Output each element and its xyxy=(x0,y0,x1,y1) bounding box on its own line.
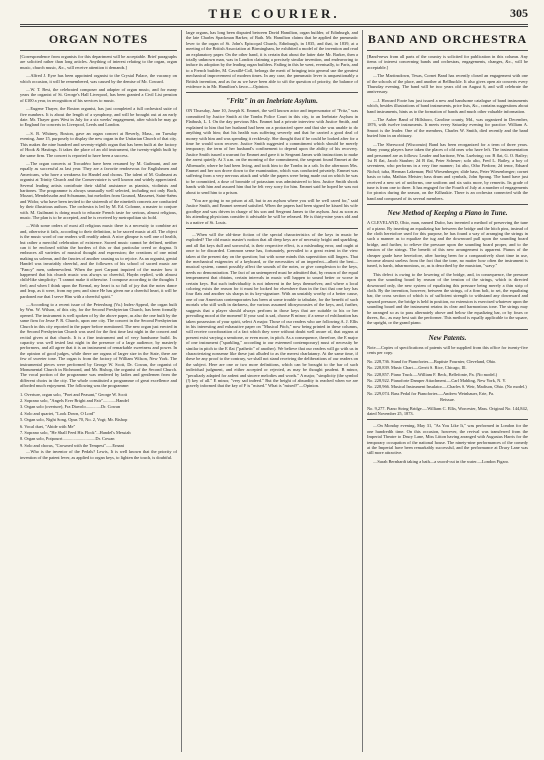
patents-note: Note.—Copies of specifications of patents will be supplied from this office for twenty-five cents per copy. xyxy=(367,344,528,356)
column-middle xyxy=(186,30,358,754)
programme-item: 4. Solo and quartet, "Look Down, O Lord" xyxy=(20,410,96,416)
programme-item: 6. Vocal duet, "Abide with Me" xyxy=(20,423,76,429)
band-orchestra-heading: BAND AND ORCHESTRA xyxy=(367,32,528,46)
piano-tune-title: New Method of Keeping a Piano in Tune. xyxy=(387,209,508,218)
organ-note: ....According to a recent issue of the Petersburg (Va.) Index-Appeal, the organ built by Wm. W. Wilson, of this city, for the Second Presbyterian Church, has been formally opened. The instrument is well spoken of by the above paper, as also the one built by the same firm for Jesse P. R. Church, upon one city. The concert in the Second Presbyterian Church in this city reported in the paper before mentioned. The new organ just erected in the Second Presbyterian Church was used for the first time last night in the concert and recital given at that church. It is a fine instrument and of very handsome build. Its capacity was well tested last night in the presence of a large audience, by masterly performers, and all agree that it is an instrument of remarkable sweetness and power. In the opinion of good judges, while there are organs of larger size in the State, there are few of sweeter tone. The organ is from the factory of William Wilson, New York. The instrumental pieces were performed by George W. Scott, Dr. Cowan, the organist of Monumental Church in Richmond, and Mr. Bishop, the organist of the Second Church. The vocal portion of the programme was rendered by ladies and gentlemen from the different choirs in the city. The whole constituted a programme of great excellence and afforded much enjoyment. The following was the programme: xyxy=(20,302,177,389)
reissue-item: No. 9,277. Piano String Bridge.—William C. Ellis, Worcester, Mass. Original No. 144,842, dated November 25, 1873. xyxy=(367,405,528,416)
column-band-orchestra xyxy=(367,30,528,754)
reissue-label: Reissue. xyxy=(440,397,455,403)
patent-list xyxy=(367,359,528,396)
section-rule xyxy=(367,419,528,420)
patent-item: No. 229,074. Bass Pedal for Pianofortes.—Andrew Weinhauer, Erie, Pa. xyxy=(367,390,495,396)
closing-note: ....Sarah Bernhardt taking a bath—a sword-cut in the water.—London Figaro. xyxy=(373,458,510,464)
closing-note: ....On Monday evening, May 31, "As You Like It," was performed in London for the one hundredth time. On this occasion, however, the revival was transferred from the Imperial Theatre to Drury Lane, Miss Litton having arranged with Augustus Harris for the temporary occupation of the national house. The ninety-nine performances of the comedy at the Imperial have been remarkably successful, and the performance at Drury Lane was still more attractive. xyxy=(367,423,528,456)
masthead-rule xyxy=(20,24,528,25)
patent-item: No. 228,966. Musical Instrument Insulator.—Charles S. Weir, Madison, Ohio. (No model.) xyxy=(367,384,527,390)
organ-note: ....W. T. Best, the celebrated composer and adapter of organ music, and for many years the organist of St. George's Hall Liverpool, has been granted a Civil List pension of £100 a year, in recognition of his services to music. xyxy=(20,87,177,103)
patent-item: No. 228,736. Stand for Pianofortes.—Baptiste Fournier, Cleveland, Ohio. xyxy=(367,358,497,364)
organ-note: ....With some orders of most all religious music there is a necessity to combine art and, otherwise it fails, according to their definition, to be sacred music at all. The object is the music word of our readers will readily admit. A nice glimpse is well one of health, but rather a merciful celebration of existence. Sacred music cannot be defined, neither can it be enclosed within the borders of this or that particular creed or dogma. It embraces all varieties of musical thought and expression; the creations of one mind making us solemn, and the fancies of another causing us to rejoice. As an organist, genial Handel was invariably cheerful, and the followers of his school of sacred music are "Fancy" men, unbenevolent. When the poet Carpani inquired of the master how it happened that his church music was always so cheerful, Haydn replied, with almost child-like simplicity: "I cannot make it otherwise. I compose according to the thoughts I feel; and when I think upon the Eternal, my heart is so full of joy that the notes dance and leap, as it were, from my pen; and since He has given me a cheerful heart, it will be pardoned me that I serve Him with a cheerful spirit." xyxy=(20,223,177,299)
organ-note: ....Who is the inventor of the Pedals? Lewis, It is well known that the priority of invention of the patent lever, as applied to organ keys, to lighten the touch, is doubtful. xyxy=(20,449,177,460)
heading-rule xyxy=(20,50,177,51)
piano-tune-paragraph: A CLEVELAND, Ohio, man, named Dufor, has invented a method of preserving the tune of a piano. By inserting an equalizing bar between the bridge and the hitch pins, instead of the cloth heretofore used for this purpose, he has found a way of arranging the strings in such a manner as to equalize the tug and the downward pull upon the sounding board bridge, and further, to relieve the pressure upon the sounding board proper, and to the tension of the strings. The benefit of this new arrangement is apparent. Pianos of the cheaper grade have heretofore, after having been for a comparatively short time in use, become almost useless from the fact that the tone, no matter how often the instrument is tuned, is harsh, inharmonious, or, as is described by the musician, "wavy." xyxy=(367,220,528,269)
programme-item: 3. Organ solo (overture), Fra Diavolo..............Dr. Cowan xyxy=(20,404,121,410)
organ-note: ....S. B. Whitney, Boston, gave an organ concert at Beverly, Mass., on Tuesday evening, June 15, purposely to display the new organ in the Unitarian Church of that city. This makes the nine hundred and seventy-eighth organ that has been built at the factory of Hook & Hastings. It takes the place of an old instrument, the twenty-eighth built by the same firm. The concert is reported to have been a success. xyxy=(20,130,177,158)
organ-notes-intro: [Correspondence from organists for this department will be acceptable. Brief paragraphs are solicited rather than long articles. Anything of interest relating to the organ, organ music, church music, &c., will receive attention it demands.] xyxy=(20,54,177,70)
band-note: ....The Sherwood (Wisconsin) Band has been reorganized for a term of three years. Many young players have taken the places of old ones who have left. The instrumentation and personnel are as follows: Leader and baritone, Wm. Luehring; cor. B flat, G. O. Bailey; 1st B flat, Jacob Stauber; 2d B flat, Peter Scheuer; solo alto, Fred L. Bailey, a boy of seventeen, who performs in a very fine manner; 1st alto, Otho Fiedorn; 2d tenor, Eduard Nichol; tuba, Herman Lakeman; Phil Wiesenberger; slide bass, Peter Wiesenberger; cornet basis or tuba, Mathias Meister; bass drum and cymbals, John Sprang. The band have just received a new set of uniforms, one uniform and six suits more, by remerits. Its grade of tune is from one to three. It has engaged for the Fourth of July at a number of engagements for picnics during the season, on the Kilhaskie. There is an orchestra connected with the band and composed of its several members. xyxy=(367,141,528,201)
programme-item: 2. Soprano solo, "Angels Ever Bright and Fair"............Handel xyxy=(20,397,129,403)
publication-title: THE COURIER. xyxy=(208,6,340,21)
masthead xyxy=(20,6,528,22)
fritz-story-paragraph: "You are going to no prison at all, but to an asylum where you will be well cared for," said Justice Smith, and Emmet seemed satisfied. When the papers had been signed he kissed his wife goodbye and was driven in charge of his son and Sergeant James to the asylum. Just as soon as his attending physicians consider it advisable he will be released. He is thirty-nine years old and is a native of St. Louis. xyxy=(186,197,358,225)
continued-paragraph: large organs, has long been disputed between David Hamilton, organ builder, of Edinburgh, and the late Charles Spackman Barker, of Bath. Mr. Hamilton claims that he applied the pneumatic lever to the organ of St. John's Episcopal Church, Edinburgh, in 1835, and that, in 1839, at a meeting of the British Association at Birmingham, he exhibited a model of the invention and read an explanatory paper. On the other hand, it is certain that about the latter date Mr. Barker, then a totally unknown man, was in London claiming a precisely similar invention, and endeavoring to induce its adoption by the leading organ builders. Failing in this he went, eventually, to Paris, and to a French builder, M. Cavaillé-Coll, belongs the merit of bringing into general use the greatest mechanical improvement of modern times. In any case, the pneumatic lever is unquestionably a British invention, and as far as we have been able to sift the question of priority, the balance of evidence is in Mr. Hamilton's favor.—Opinion. xyxy=(186,30,358,90)
band-note: ....J. Howard Foote has just issued a new and handsome catalogue of band instruments which, besides illustrations of band instruments, price lists, &c., contains suggestions about band instruments, hints as to the formation of bands and much other valuable information. xyxy=(367,97,528,114)
patent-item: No. 228,839. Music Chart.—Gerrit S. Rice, Chicago, Ill. xyxy=(367,365,467,371)
band-note: ....The Auber Band of Hillsboro, Caroline county, Md., was organized in December, 1876, with twelve instruments. It meets every Saturday evening for practice. William A. Smoot is the leader. One of the members, Charles W. Smith, died recently and the band buried him in an obituary. xyxy=(367,117,528,139)
piano-tune-paragraph: This defect is owing to the lowering of the bridge, and, in consequence, the pressure upon the sounding board by reason of the tension of the strings, which is directed downward only, the new system of equalizing this pressure being merely a thin strip of cloth. By the invention, however, between the strings, of a firm bolt, to set, the equalizing bar, the cross section of which is of sufficient strength to withstand any downward and upward pressure, the bridge is held in position, no extension is exercised whatever upon the sounding board and the instrument retains its clear and harmonious tone. The strings may be arranged so as to pass alternately above and below the equalizing bar, or by fours or threes, &c., as may best suit the performer. This method is equally applicable to the square, the upright, or the grand piano. xyxy=(367,271,528,326)
patent-item: No. 228,857. Piano Truck.—William F. Beck, Bellefonte, Pa. (No model.) xyxy=(367,371,498,377)
concert-programme xyxy=(20,392,177,449)
patent-item: No. 228,922. Pianoforte Damper Attachment.—Carl Mahling, New York, N. Y. xyxy=(367,377,507,383)
organ-note: ....Eugene Thayer, the Boston organist, has just completed a full orchestral suite of five numbers. It is about the length of a symphony, and will be brought out at an early date. Mr. Thayer goes West in July for a six weeks' engagement, after which he may go to England for concerts in Liverpool, Leeds and London. xyxy=(20,106,177,128)
organ-note: ....The organ concerts at Trocadéro have been resumed by M. Guilmant, and are equally as successful as last year. They are a favorite rendezvous for Englishmen and Americans, who have a weakness for Handel and chorus. The talent of M. Guilmant as organist at Trinity Church and the Conservatoire is well known and widely appreciated. Several leading artists contribute their skilful assistance as pianists, violinists and baritones. The programme is always unusually well selected, including not only Bach, Mozart, Mendelssohn and Schumann, but melodies from Gounod, Massenet, Saint-Saëns and Widor, who have been invited to the sixteenth of the ninetieth concerts are conducted by their illustrious authors. The orchestra is led by M. Ed. Colonne, a master to conjure with. M. Guilmant is doing much to educate French taste for serious, almost religious, music. The plan is to be accepted, and he is received by metropolitan sic bold. xyxy=(20,160,177,220)
section-rule xyxy=(186,228,358,229)
column-organ-notes xyxy=(20,30,177,754)
programme-item: 5. Organ solo, Night Song, Opus 70, No. 2, Vogt; Mr. Bishop xyxy=(20,417,128,423)
organ-notes-heading: ORGAN NOTES xyxy=(48,32,149,46)
section-rule xyxy=(367,204,528,205)
programme-item: 7. Soprano solo, "He Shall Feed His Flock"...Handel's Messiah xyxy=(20,430,131,435)
new-patents-title: New Patents. xyxy=(428,333,467,342)
band-intro: [Band-news from all parts of the country is solicited for publication in this column. Any items of interest concerning bands and orchestras, engagements, changes, &c., will be acceptable.] xyxy=(367,54,528,70)
organ-note: ....Alfred J. Eyre has been appointed organist to the Crystal Palace, the vacancy on which occasion, it will be remembered, was caused by the demise of Mr. Coward. xyxy=(20,73,177,84)
section-rule xyxy=(367,329,528,330)
column-divider-2 xyxy=(362,30,363,752)
section-rule xyxy=(186,92,358,93)
heading-rule xyxy=(367,50,528,51)
fritz-story-title: "Fritz" in an Inebriate Asylum. xyxy=(226,97,318,106)
column-divider-1 xyxy=(181,30,182,752)
band-note: ....The Martinsdown, Texas, Cornet Band has recently closed an engagement with one of the schools of the place, and another at Bellbuckle. It also gives open air concerts every Thursday evening. The band will be two years old on August 6, and will celebrate the anniversary. xyxy=(367,73,528,95)
programme-item: 1. Overture, organ solo, "Poet and Peasant," George W. Scott xyxy=(20,391,128,397)
page-number: 305 xyxy=(510,6,528,20)
keys-article-paragraph: ....When will the old-time fiction of the special characteristics of the keys in music be exploded? The old music master's notion that all deep keys are of necessity bright and sparkling, and all flat keys dull and sorrowful, is their respective effect, is a misleading error, and ought at once to be discarded. Common sense has, fortunately, prevailed to a great extent in the view taken at the present day on the question; but with some minds this superstition still lingers. That the mechanical exigencies of a keyboard, or the necessities of an imperfect—albeit the best—musical system, cannot possibly affect the sounds of the notes, or give complexion to the keys, needs no demonstration. The fact of an untempered must be admitted that, by reason of the equal temperament that obtains, certain intervals in music will happen to sound better or worse in certain keys. But such individuality is not inherent in the keys themselves; and where a local coloring exists the reason for it must be looked for elsewhere than in the fact that one key has four flats and another six sharps in its key-signature. With an unstably worthy of a better cause, one of our American contemporaries has been at some trouble to tabulate, for the benefit of such mortals who still walk in darkness, the various assumed idiosyncrasies of the keys, and, further, suggests that a player should always perform in those keys that are suitable to his or her prevailing mood at the moment! If your soul is sad, choose B minor; if a sense of exhilaration has taken possession of your spirit, select A major. Those of our readers who are following A. J. Ellis in his interesting and exhaustive paper on "Musical Pitch," now being printed in these columns, will receive corroboration of a fact which they were without doubt well aware of, that organs at present exist varying a semitone, or even more, in pitch. As a consequence, therefore, the E major of one instrument ("sparkling," according to our esteemed contemporary) must of necessity be similar in pitch to the E flat ("pathetic" of another). We believe that our readers will go with us in characterizing nonsense like these just alluded to as the merest charlatanry. At the same time, if these be any proof to the contrary, we shall not stand receiving the deliberations of our readers on the subject. Here are one or two more definitions, which can be brought to the bar of such individual judgment, and either accepted or rejected, as may be thought prudent. B minor, "peculiarly adapted for ardent and sincere melodies and words." A major, "simplicity (the symbol (!) key of all." E minor, "very sad indeed." But the height of absurdity is reached when we are gravely informed that the key of F is "mixed." What is "mixed?"—Opinion. xyxy=(186,232,358,389)
fritz-story-paragraph: ON Thursday, June 10, Joseph K. Emmet, the well known actor and impersonator of "Fritz," was committed by Justice Smith at the Tombs Police Court in this city, to an Inebriate Asylum in Flatbush, L. I. On the day previous Mrs. Emmet had a private interview with Justice Smith, and explained to him that her husband had been on a protracted spree and that she was unable to do anything with him; that his health was suffering severely and that he carried a good deal of money with him and was spending it recklessly. She thought that if he could be looked after for a time he would soon recover. Justice Smith suggested a commitment which should be merely temporary; the term of her husband's confinement to depend upon the ability of his recovery. Justice Smith issued a warrant for Emmet and gave it to Sergeant James with instructions to make the arrest quietly. At 3 a.m. on the morning of the commitment, the sergeant found Emmet at the Albemarle, where he had been living, and took him to the Tombs in a cab. In the afternoon Mrs. Emmet and her son drove down to the examination, which was conducted privately. Emmet was suffering from a very nervous attack and while the papers were being made out on which he was to be committed, a dose of bromide of potassium was administered to him. Justice Smith shook hands with him and assured him that he felt very sorry for him. Emmet said he hoped he was not about to send him to a prison. xyxy=(186,108,358,195)
masthead-rule-2 xyxy=(20,26,528,27)
programme-item: 8. Organ solo, Potpourri..............................Dr. Cowan xyxy=(20,436,115,442)
programme-item: 9. Solo and chorus, "Crowned with the Tempest"......Ernani xyxy=(20,442,125,448)
